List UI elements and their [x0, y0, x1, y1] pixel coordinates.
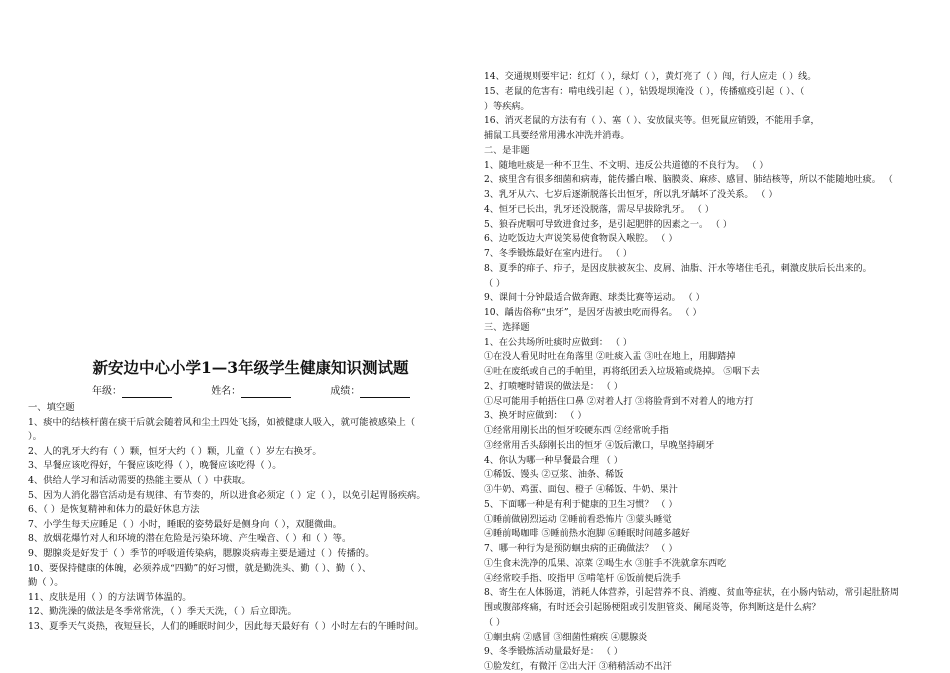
right-line: 7、哪一种行为是预防蛔虫病的正确做法？ （ ） [484, 544, 678, 554]
right-line: 2、痰里含有很多细菌和病毒，能传播白喉、脑膜炎、麻疹、感冒、肺结核等，所以不能随地吐痰。 （ [484, 175, 893, 186]
right-line: ③经常用舌头舔刚长出的恒牙 ④饭后漱口，早晚坚持刷牙 [484, 440, 715, 451]
name-label: 姓名： [211, 386, 242, 397]
score-label: 成绩： [330, 386, 361, 397]
right-line: 二、是非题 [484, 145, 530, 156]
right-line: 1、在公共场所吐痰时应做到： （ ） [484, 337, 632, 348]
right-line: ④睡前喝咖啡 ⑤睡前热水泡脚 ⑥睡眠时间越多越好 [484, 529, 690, 540]
grade-blank [122, 387, 172, 398]
right-line: 4、你认为哪一种早餐最合理 （ ） [484, 455, 623, 466]
right-line: 三、选择题 [484, 322, 530, 333]
right-line: 捕鼠工具要经常用沸水冲洗并消毒。 [484, 131, 630, 141]
right-line: 3、换牙时应做到： （ ） [484, 411, 587, 422]
left-line: 6、（ ）是恢复精神和体力的最好休息方法 [28, 504, 200, 516]
right-line: 5、狼吞虎咽可导致进食过多，是引起肥胖的因素之一。 （ ） [484, 219, 733, 230]
header-fields [28, 385, 473, 398]
right-line: ③牛奶、鸡蛋、面包、橙子 ④稀饭、牛奶、果汁 [484, 485, 678, 495]
right-line: 2、打喷嚏时错误的做法是： （ ） [484, 381, 623, 392]
right-line: 9、冬季锻炼活动量最好是： （ ） [484, 647, 623, 658]
right-line: 7、冬季锻炼最好在室内进行。 （ ） [484, 249, 632, 259]
left-line: 勤（ ）。 [28, 577, 64, 589]
right-line: 5、下面哪一种是有利于健康的卫生习惯？ （ ） [484, 499, 678, 510]
right-line: 15、老鼠的危害有：啃电线引起（ ），钻毁堤坝淹没（ ），传播瘟疫引起（ ）、（ [484, 86, 805, 97]
score-blank [360, 387, 410, 398]
right-line: ①睡前做剧烈运动 ②睡前看恐怖片 ③蒙头睡觉 [484, 514, 672, 525]
left-line: 13、夏季天气炎热，夜短昼长，人们的睡眠时间少，因此每天最好有（ ）小时左右的午睡时间。 [28, 621, 424, 632]
left-line: 7、小学生每天应睡足（ ）小时，睡眠的姿势最好是侧身向（ ），双腿微曲。 [28, 518, 342, 530]
left-line: 10、要保持健康的体魄，必须养成“四勤”的好习惯，就是勤洗头、勤（ ）、勤（ ）、 [28, 562, 372, 574]
left-line: 9、腮腺炎是好发于（ ）季节的呼吸道传染病，腮腺炎病毒主要是通过（ ）传播的。 [28, 548, 375, 559]
left-line: 5、因为人消化器官活动是有规律、有节奏的，所以进食必须定（ ）定（ ），以免引起胃肠疾病。 [28, 489, 426, 501]
right-line: 8、寄生在人体肠道，消耗人体营养，引起营养不良、消瘦、贫血等症状，在小肠内钻动，常引起肚脐周 [484, 588, 900, 599]
right-line: ①在没人看见时吐在角落里 ②吐痰入盂 ③吐在地上，用脚踏掉 [484, 352, 736, 363]
right-line: ①稀饭、馒头 ②豆浆、油条、稀饭 [484, 470, 624, 481]
right-line: ①蛔虫病 ②感冒 ③细菌性痢疾 ④腮腺炎 [484, 632, 648, 643]
right-line: ④经常咬手指、咬指甲 ⑤啃笔杆 ⑥饭前便后洗手 [484, 573, 681, 584]
right-line: 10、龋齿俗称“虫牙”，是因牙齿被虫吃而得名。 （ ） [484, 308, 702, 318]
left-line: 11、皮肤是用（ ）的方法调节体温的。 [28, 591, 192, 603]
exam-title: 新安边中心小学1—3年级学生健康知识测试题 [92, 358, 409, 377]
right-line: 围或腹部疼痛，有时还会引起肠梗阻或引发胆管炎、阑尾炎等，你判断这是什么病？ [484, 603, 821, 613]
right-line: 1、随地吐痰是一种不卫生、不文明、违反公共道德的不良行为。 （ ） [484, 160, 769, 171]
grade-label: 年级： [92, 386, 122, 397]
right-line: ④吐在废纸或自己的手帕里，再将纸团丢入垃圾箱或烧掉。 ⑤咽下去 [484, 367, 760, 377]
right-line: ①脸发红，有微汗 ②出大汗 ③稍稍活动不出汗 [484, 662, 672, 672]
right-line: （ ） [484, 617, 506, 628]
left-line: 一、填空题 [28, 402, 75, 413]
left-line: 1、痰中的结核杆菌在痰干后就会随着风和尘土四处飞扬，如被健康人吸入，就可能被感染上（ [28, 416, 416, 428]
right-line: 16、消灭老鼠的方法有有（ ）、塞（ ）、安放鼠夹等。但死鼠应销毁，不能用手拿， [484, 116, 820, 127]
left-line: 8、放烟花爆竹对人和环境的潜在危险是污染环境、产生噪音、（ ）和（ ）等。 [28, 533, 352, 545]
right-line: 14、交通规则要牢记：红灯（ ），绿灯（ ），黄灯亮了（ ）闯，行人应走（ ）线。 [484, 72, 817, 82]
left-line: 4、供给人学习和活动需要的热能主要从（ ）中获取。 [28, 475, 251, 486]
left-line: 12、勤洗澡的做法是冬季常常洗，（ ）季天天洗，（ ）后立即洗。 [28, 606, 297, 618]
right-line: ①尽可能用手帕捂住口鼻 ②对着人打 ③将脸背到不对着人的地方打 [484, 396, 754, 407]
right-line: 4、恒牙已长出，乳牙还没脱落，需尽早拔除乳牙。 （ ） [484, 204, 714, 215]
name-blank [241, 387, 291, 398]
right-line: 9、课间十分钟最适合做奔跑、球类比赛等运动。 （ ） [484, 293, 705, 304]
right-line: ①经常用刚长出的恒牙咬硬东西 ②经常吮手指 [484, 426, 669, 436]
left-line: 3、早餐应该吃得好，午餐应该吃得（ ），晚餐应该吃得（ ）。 [28, 460, 282, 472]
right-line: ）等疾病。 [484, 101, 530, 112]
right-line: ①生食未洗净的瓜果、凉菜 ②喝生水 ③脏手不洗就拿东西吃 [484, 558, 727, 569]
right-line: 6、边吃饭边大声说笑易使食物误入喉腔。 （ ） [484, 234, 678, 245]
right-line: 3、乳牙从六、七岁后逐渐脱落长出恒牙，所以乳牙龋坏了没关系。 （ ） [484, 190, 778, 200]
left-line: 2、人的乳牙大约有（ ）颗，恒牙大约（ ）颗，儿童（ ）岁左右换牙。 [28, 445, 322, 457]
left-line: ）。 [28, 431, 42, 443]
right-line: 8、夏季的痱子、疖子，是因皮肤被灰尘、皮屑、油脂、汗水等堵住毛孔，刺激皮肤后长出来的。 [484, 263, 872, 274]
right-line: （ ） [484, 278, 506, 289]
